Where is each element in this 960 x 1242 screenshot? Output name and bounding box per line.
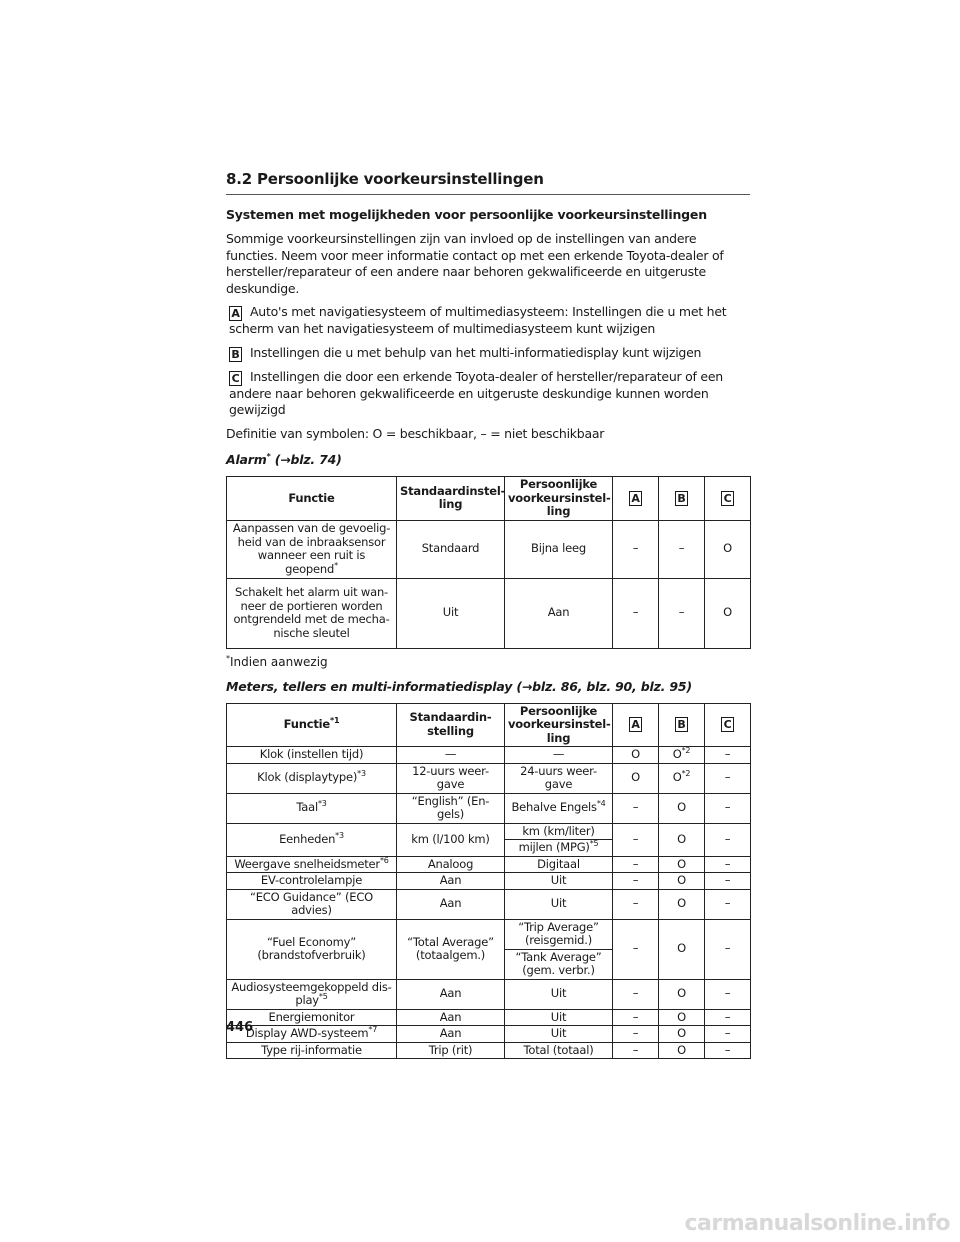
cell-c: O [705, 578, 751, 648]
cell-c: O [705, 520, 751, 578]
cell-b: – [659, 578, 705, 648]
header-a [613, 477, 659, 521]
header-b [659, 703, 705, 747]
badge-b: B [675, 491, 688, 506]
alarm-footnote: *Indien aanwezig [226, 653, 328, 669]
meters-table-title: Meters, tellers en multi-informatiedisplay (→blz. 86, blz. 90, blz. 95) [226, 678, 692, 694]
table-row: “Fuel Economy” (brandstofverbruik) “Total Average” (totaalgem.) “Trip Average” (reisgemid.) – O – [227, 919, 751, 949]
table-row: Eenheden$^{*3}$ km (l/100 km) km (km/liter) – O – [227, 823, 751, 840]
item-a-text: Auto's met navigatiesysteem of multimediasysteem: Instellingen die u met het scherm van het navigatiesysteem of multimediasysteem kunt wijzigen [229, 304, 727, 336]
symbol-definition: Definitie van symbolen: O = beschikbaar, – = niet beschikbaar [226, 425, 605, 441]
item-b [226, 345, 750, 362]
intro-subtitle: Systemen met mogelijkheden voor persoonlijke voorkeursinstellingen [226, 207, 707, 222]
badge-c: C [229, 371, 242, 386]
meters-table [226, 703, 751, 1060]
header-c [705, 703, 751, 747]
cell-a: – [613, 520, 659, 578]
badge-c: C [721, 491, 734, 506]
table-row [227, 578, 751, 648]
header-standaard: Standaardin- stelling [397, 703, 505, 747]
badge-a: A [229, 306, 242, 321]
header-c [705, 477, 751, 521]
cell-a: – [613, 578, 659, 648]
alarm-title-sup: * [266, 451, 271, 461]
cell-b: – [659, 520, 705, 578]
cell-standaard: Standaard [397, 520, 505, 578]
item-c [226, 369, 750, 419]
table-row: “ECO Guidance” (ECO advies) Aan Uit – O – [227, 889, 751, 919]
table-row: Weergave snelheidsmeter$^{*6}$ Analoog Digitaal – O – [227, 856, 751, 873]
cell-persoonlijk: Bijna leeg [505, 520, 613, 578]
section-title: 8.2 Persoonlijke voorkeursinstellingen [226, 170, 750, 195]
alarm-title-text: Alarm [226, 452, 267, 467]
page-number: 446 [226, 1020, 254, 1035]
badge-b: B [229, 347, 242, 362]
header-b [659, 477, 705, 521]
header-a [613, 703, 659, 747]
table-row: Type rij-informatie Trip (rit) Total (totaal) – O – [227, 1042, 751, 1059]
badge-b: B [675, 717, 688, 732]
table-header-row [227, 477, 751, 521]
alarm-table [226, 476, 751, 649]
badge-c: C [721, 717, 734, 732]
alarm-title-ref: (→blz. 74) [270, 452, 342, 467]
table-row: “Tank Average” (gem. verbr.) [227, 949, 751, 979]
badge-a: A [629, 491, 642, 506]
header-functie: Functie$^{*1}$ [227, 703, 397, 747]
watermark: carmanualsonline.info [684, 1211, 950, 1236]
document-page [226, 170, 750, 1059]
badge-a: A [629, 717, 642, 732]
header-functie: Functie [227, 477, 397, 521]
table-row: mijlen (MPG)$^{*5}$ [227, 840, 751, 857]
alarm-table-title [226, 452, 750, 467]
cell-standaard: Uit [397, 578, 505, 648]
table-row: Taal$^{*3}$ “English” (En- gels) Behalve Engels$^{*4}$ – O – [227, 793, 751, 823]
cell-functie: Schakelt het alarm uit wan- neer de portieren worden ontgrendeld met de mecha- nische sleutel [227, 578, 397, 648]
cell-persoonlijk: Aan [505, 578, 613, 648]
table-row: Audiosysteemgekoppeld dis- play$^{*5}$ Aan Uit – O – [227, 979, 751, 1009]
table-row: EV-controlelampje Aan Uit – O – [227, 873, 751, 890]
item-b-text: Instellingen die u met behulp van het multi-informatiedisplay kunt wijzigen [250, 344, 702, 360]
intro-paragraph: Sommige voorkeursinstellingen zijn van invloed op de instellingen van andere functies. Neem voor meer informatie contact op met een erkende Toyota-dealer of hersteller/reparateur of een andere naar behoren gekwalificeerde en uitgeruste deskundige. [226, 231, 724, 296]
header-persoonlijk: Persoonlijke voorkeursinstel- ling [505, 703, 613, 747]
table-header-row [227, 703, 751, 747]
table-row: Klok (instellen tijd) — — O $O^{*2}$ – [227, 747, 751, 764]
header-persoonlijk: Persoonlijke voorkeursinstel- ling [505, 477, 613, 521]
header-standaard: Standaardinstel- ling [397, 477, 505, 521]
item-c-text: Instellingen die door een erkende Toyota-dealer of hersteller/reparateur of een andere naar behoren gekwalificeerde en uitgeruste deskundige kunnen worden gewijzigd [229, 368, 723, 417]
table-row [227, 520, 751, 578]
item-a [226, 304, 750, 338]
table-row: Energiemonitor Aan Uit – O – [227, 1009, 751, 1026]
cell-functie: Aanpassen van de gevoelig- heid van de inbraaksensor wanneer een ruit is geopend* [227, 520, 397, 578]
table-row: Klok (displaytype)$^{*3}$ 12-uurs weer- gave 24-uurs weer- gave O $O^{*2}$ – [227, 763, 751, 793]
table-row: Display AWD-systeem$^{*7}$ Aan Uit – O – [227, 1026, 751, 1043]
